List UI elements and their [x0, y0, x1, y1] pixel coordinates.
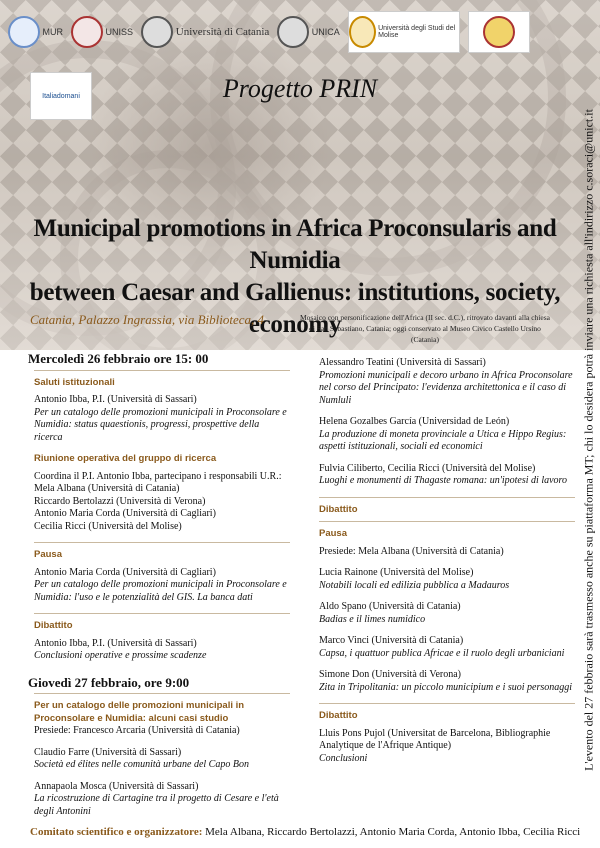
divider: [319, 521, 575, 522]
session-chair: Presiede: Mela Albana (Università di Catania): [319, 545, 504, 557]
program-item: Simone Don (Università di Verona) Zita in Tripolitania: un piccolo municipium e i suoi personaggi: [319, 669, 573, 693]
program-item: Marco Vinci (Università di Catania) Capsa, i quattuor publica Africae e il ruolo degli urbaniciani: [319, 635, 565, 659]
project-label: Progetto PRIN: [222, 74, 378, 103]
divider: [34, 370, 290, 371]
program-item: Claudio Farre (Università di Sassari) Società ed élites nelle comunità urbane del Capo Bon: [34, 746, 249, 770]
section-heading: Dibattito: [34, 620, 73, 631]
divider: [34, 542, 290, 543]
event-title: Municipal promotions in Africa Proconsularis and Numidia between Caesar and Gallienus: institutions, society, economy: [29, 215, 561, 338]
section-heading: Riunione operativa del gruppo di ricerca: [34, 453, 217, 464]
section-heading: Dibattito: [319, 503, 358, 515]
section-heading: Pausa: [319, 528, 347, 539]
program-item: Annapaola Mosca (Università di Sassari) La ricostruzione di Cartagine tra il progetto di Cesare e l'età degli Antonini: [34, 780, 279, 817]
program-left-column: [28, 353, 290, 827]
program-item: Helena Gozalbes García (Universidad de León) La produzione di moneta provinciale a Utica e Hippo Regius: aspetti istituzionali, sociali ed economici: [319, 416, 567, 452]
day1-heading: Mercoledì 26 febbraio ore 15: 00: [28, 351, 209, 366]
image-caption: Mosaico con personificazione dell'Africa (II sec. d.C.), ritrovato davanti alla chiesa di San Sebastiano, Catania; oggi conservato al Museo Civico Castello Ursino (Catania): [300, 313, 551, 344]
divider: [34, 613, 290, 614]
program-item: Antonio Maria Corda (Università di Cagliari) Per un catalogo delle promozioni municipali in Proconsolare e Numidia: l'uso e le potenzialità del GIS. La banca dati: [34, 566, 287, 603]
program-item: Aldo Spano (Università di Catania) Badias e il limes numidico: [319, 601, 461, 625]
section-heading: Pausa: [34, 549, 62, 560]
day2-heading: Giovedì 27 febbraio, ore 9:00: [28, 674, 190, 690]
broadcast-note: L'evento del 27 febbraio sarà trasmesso anche su piattaforma MT; chi lo desidera potrà inviare una richiesta all'indirizzo c.soraci@unict.it: [581, 109, 596, 771]
italiadomani-logo: Italiadomani: [30, 72, 92, 120]
session-chair: Presiede: Francesco Arcaria (Università di Catania): [34, 725, 240, 736]
logo-unica: UNICA: [277, 12, 340, 52]
seal-icon: [468, 11, 530, 53]
program-item: Coordina il P.I. Antonio Ibba, partecipano i responsabili U.R.: Mela Albana (Università di Catania) Riccardo Bertolazzi (Università di Verona) Antonio Maria Corda (Università di Cagliari) Cecilia Ricci (Università del Molise): [34, 470, 282, 532]
program-item: Lluis Pons Pujol (Universitat de Barcelona, Bibliographie Analytique de l'Afrique Antique) Conclusioni: [319, 727, 551, 764]
committee-names: Mela Albana, Riccardo Bertolazzi, Antonio Maria Corda, Antonio Ibba, Cecilia Ricci: [202, 826, 581, 838]
organizing-committee: [30, 826, 580, 838]
logo-unict: Università di Catania: [141, 12, 269, 52]
program-item: Fulvia Ciliberto, Cecilia Ricci (Università del Molise) Luoghi e monumenti di Thagaste romana: un'ipotesi di lavoro: [319, 462, 568, 486]
logo-uniss: UNISS: [71, 12, 133, 52]
section-heading: Per un catalogo delle promozioni municipali in Proconsolare e Numidia: alcuni casi studio: [34, 700, 245, 724]
program-item: Antonio Ibba, P.I. (Università di Sassari) Conclusioni operative e prossime scadenze: [34, 637, 207, 661]
program-item: Antonio Ibba, P.I. (Università di Sassari) Per un catalogo delle promozioni municipali in Proconsolare e Numidia: status quaestionis, progressi, prospettive della ricerca: [34, 394, 287, 443]
logo-unimol: Università degli Studi del Molise: [348, 11, 460, 53]
section-heading: Dibattito: [319, 710, 358, 721]
divider: [319, 703, 575, 704]
logo-mur: MUR: [8, 12, 63, 52]
logo-bar: [8, 8, 592, 56]
divider: [34, 693, 290, 694]
section-heading: Saluti istituzionali: [34, 376, 115, 388]
divider: [319, 497, 575, 498]
program-right-column: [313, 357, 575, 774]
venue: Catania, Palazzo Ingrassia, via Biblioteca, 4: [30, 312, 264, 327]
committee-label: Comitato scientifico e organizzatore:: [30, 826, 203, 838]
program-item: Alessandro Teatini (Università di Sassari) Promozioni municipali e decoro urbano in Africa Proconsolare nel corso del Principato: l'evidenza architettonica e il caso di Numluli: [319, 357, 573, 406]
program-item: Lucia Rainone (Università del Molise) Notabili locali ed edilizia pubblica a Madauros: [319, 567, 510, 591]
